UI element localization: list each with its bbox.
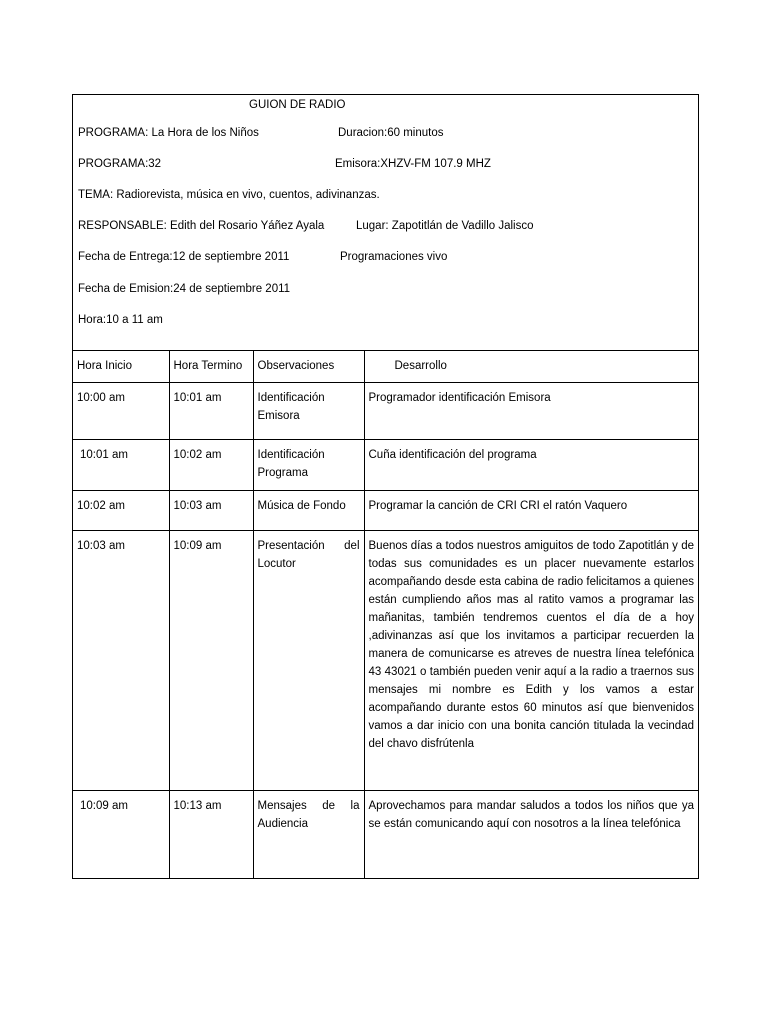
cell-inicio: 10:00 am bbox=[73, 382, 169, 439]
lugar: Lugar: Zapotitlán de Vadillo Jalisco bbox=[356, 220, 534, 232]
table-row bbox=[73, 439, 698, 490]
fecha-entrega: Fecha de Entrega:12 de septiembre 2011 bbox=[78, 251, 290, 263]
column-header: Hora Inicio bbox=[73, 351, 169, 382]
cell-observaciones: Presentación del Locutor bbox=[253, 530, 364, 790]
schedule-table bbox=[73, 351, 698, 878]
cell-termino: 10:13 am bbox=[169, 790, 253, 878]
table-row bbox=[73, 790, 698, 878]
fecha-emision: Fecha de Emision:24 de septiembre 2011 bbox=[78, 283, 291, 295]
programaciones: Programaciones vivo bbox=[340, 251, 448, 263]
tema: TEMA: Radiorevista, música en vivo, cuentos, adivinanzas. bbox=[78, 189, 380, 201]
document-header bbox=[73, 95, 698, 351]
radio-script-document bbox=[72, 94, 699, 879]
table-row bbox=[73, 490, 698, 530]
table-row bbox=[73, 530, 698, 790]
hora: Hora:10 a 11 am bbox=[78, 314, 163, 326]
cell-desarrollo: Buenos días a todos nuestros amiguitos de todo Zapotitlán y de todas sus comunidades es un placer nuevamente estarlos acompañando desde esta cabina de radio felicitamos a quienes están cumpliendo años mas al ratito vamos a programar las mañanitas, también tendremos cuentos el día de a hoy ,adivinanzas así que los invitamos a participar recuerden la manera de comunicarse es atreves de nuestra línea telefónica 43 43021 o también pueden venir aquí a la radio a traernos sus mensajes mi nombre es Edith y los vamos a estar acompañando durante estos 60 minutos así que bienvenidos vamos a dar inicio con una bonita canción titulada la vecindad del chavo disfrútenla bbox=[364, 530, 698, 790]
cell-inicio: 10:02 am bbox=[73, 490, 169, 530]
cell-termino: 10:01 am bbox=[169, 382, 253, 439]
table-header-row bbox=[73, 351, 698, 382]
cell-termino: 10:03 am bbox=[169, 490, 253, 530]
duracion: Duracion:60 minutos bbox=[338, 127, 444, 139]
cell-desarrollo: Programar la canción de CRI CRI el ratón Vaquero bbox=[364, 490, 698, 530]
cell-observaciones: Música de Fondo bbox=[253, 490, 364, 530]
cell-desarrollo: Programador identificación Emisora bbox=[364, 382, 698, 439]
cell-observaciones: Mensajes de la Audiencia bbox=[253, 790, 364, 878]
cell-inicio: 10:09 am bbox=[73, 790, 169, 878]
cell-termino: 10:09 am bbox=[169, 530, 253, 790]
programa-number: PROGRAMA:32 bbox=[78, 158, 162, 170]
emisora: Emisora:XHZV-FM 107.9 MHZ bbox=[335, 158, 491, 170]
cell-desarrollo: Aprovechamos para mandar saludos a todos los niños que ya se están comunicando aquí con nosotros a la línea telefónica bbox=[364, 790, 698, 878]
cell-desarrollo: Cuña identificación del programa bbox=[364, 439, 698, 490]
cell-observaciones: Identificación Programa bbox=[253, 439, 364, 490]
cell-termino: 10:02 am bbox=[169, 439, 253, 490]
table-row bbox=[73, 382, 698, 439]
page-title: GUION DE RADIO bbox=[249, 99, 346, 111]
column-header: Desarrollo bbox=[364, 351, 698, 382]
column-header: Observaciones bbox=[253, 351, 364, 382]
programa-name: PROGRAMA: La Hora de los Niños bbox=[78, 127, 259, 139]
cell-inicio: 10:03 am bbox=[73, 530, 169, 790]
cell-observaciones: Identificación Emisora bbox=[253, 382, 364, 439]
cell-inicio: 10:01 am bbox=[73, 439, 169, 490]
column-header: Hora Termino bbox=[169, 351, 253, 382]
responsable: RESPONSABLE: Edith del Rosario Yáñez Ayala bbox=[78, 220, 325, 232]
